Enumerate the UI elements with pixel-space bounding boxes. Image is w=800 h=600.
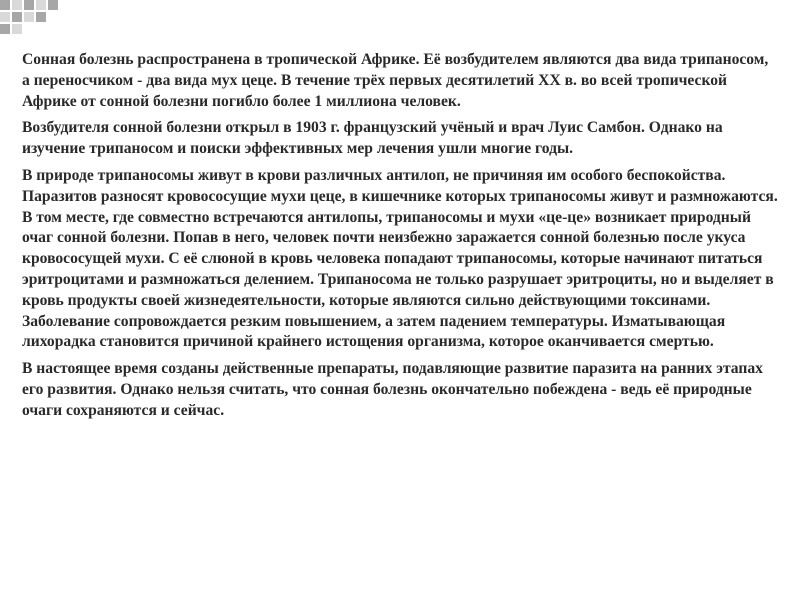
slide-text [22,50,780,428]
deco-square-10 [0,24,10,34]
paragraph-2: Возбудителя сонной болезни открыл в 1903 г. французский учёный и врач Луис Самбон. Однако на изучение трипаносом и поиски эффективных мер лечения ушли многие годы. [22,119,723,158]
deco-square-5 [48,0,58,10]
deco-square-8 [24,12,34,22]
deco-square-4 [36,0,46,10]
paragraph-1: Сонная болезнь распространена в тропической Африке. Её возбудителем являются два вида трипаносом, а переносчиком - два вида мух цеце. В течение трёх первых десятилетий XX в. во всей тропической Африке от сонной болезни погибло более 1 миллиона человек. [22,51,769,110]
deco-square-3 [24,0,34,10]
paragraph-4: В настоящее время созданы действенные препараты, подавляющие развитие паразита на ранних этапах его развития. Однако нельзя считать, что сонная болезнь окончательно побеждена - ведь её природные очаги сохраняются и сейчас. [22,360,763,419]
deco-square-6 [0,12,10,22]
deco-square-2 [12,0,22,10]
decorative-squares [0,0,70,40]
deco-square-11 [12,24,22,34]
deco-square-7 [12,12,22,22]
paragraph-3: В природе трипаносомы живут в крови различных антилоп, не причиняя им особого беспокойства. Паразитов разносят кровососущие мухи цеце, в кишечнике которых трипаносомы живут и размножаются. В том месте, где совместно встречаются антилопы, трипаносомы и мухи «це-це» возникает природный очаг сонной болезни. Попав в него, человек почти неизбежно заражается сонной болезнью после укуса кровососущей мухи. С её слюной в кровь человека попадают трипаносомы, которые начинают питаться эритроцитами и размножаться делением. Трипаносома не только разрушает эритроциты, но и выделяет в кровь продукты своей жизнедеятельности, которые являются сильно действующими токсинами. Заболевание сопровождается резким повышением, а затем падением температуры. Изматывающая лихорадка становится причиной крайнего истощения организма, которое оканчивается смертью. [22,166,778,351]
deco-square-1 [0,0,10,10]
deco-square-9 [36,12,46,22]
